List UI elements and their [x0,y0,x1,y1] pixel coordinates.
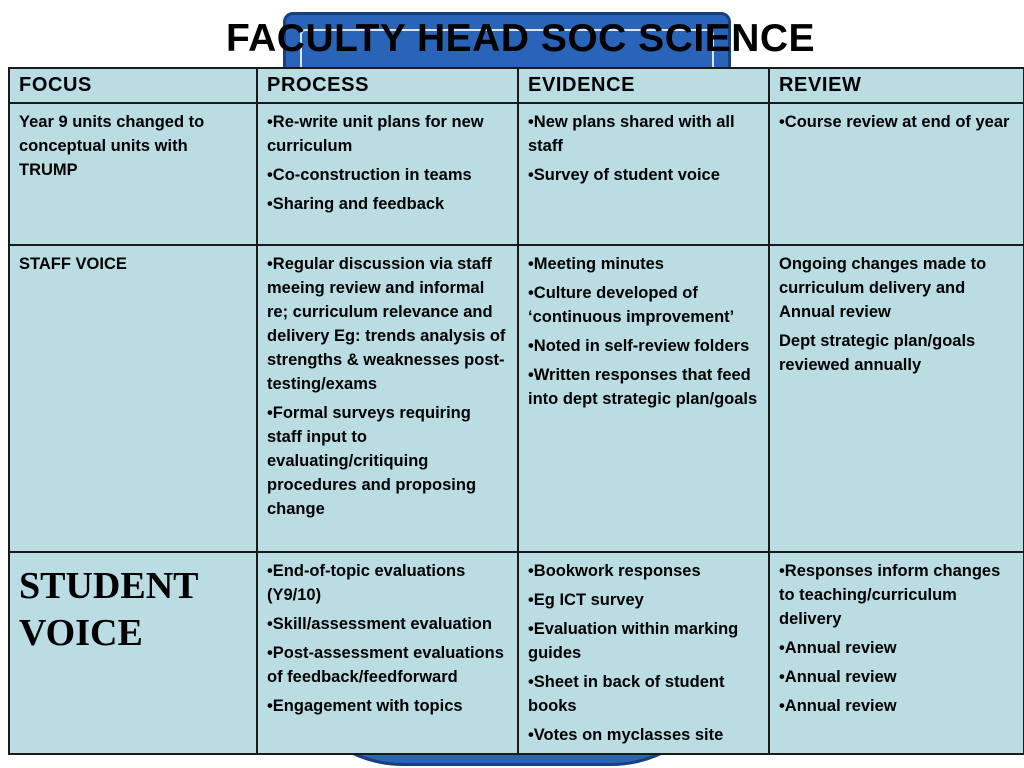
header-focus: FOCUS [9,68,257,103]
list-item: Ongoing changes made to curriculum delivery and Annual review [779,255,987,321]
list-item: •Re-write unit plans for new curriculum [267,113,484,155]
list-item: •Skill/assessment evaluation [267,615,492,633]
process-cell [257,245,518,552]
header-process: PROCESS [257,68,518,103]
table-row [9,103,1024,245]
list-item: •Engagement with topics [267,697,463,715]
list-item: •Evaluation within marking guides [528,620,739,662]
process-cell [257,552,518,754]
list-item: •New plans shared with all staff [528,113,735,155]
list-item: Dept strategic plan/goals reviewed annually [779,332,976,374]
review-cell [769,552,1024,754]
list-item: •Post-assessment evaluations of feedback/feedforward [267,644,504,686]
table-header-row [9,68,1024,103]
list-item: •Votes on myclasses site [528,726,724,744]
review-cell [769,103,1024,245]
focus-cell [9,552,257,754]
focus-text: STUDENT VOICE [19,565,198,654]
list-item: •Formal surveys requiring staff input to evaluating/critiquing procedures and proposing change [267,404,477,518]
focus-text: Year 9 units changed to conceptual units with TRUMP [19,113,205,179]
list-item: •Bookwork responses [528,562,701,580]
list-item: •Meeting minutes [528,255,664,273]
list-item: •Eg ICT survey [528,591,644,609]
list-item: •Sheet in back of student books [528,673,725,715]
list-item: •Responses inform changes to teaching/curriculum delivery [779,562,1001,628]
faculty-table [8,67,1024,755]
list-item: •Course review at end of year [779,113,1010,131]
list-item: •Written responses that feed into dept strategic plan/goals [528,366,758,408]
table-row [9,552,1024,754]
process-cell [257,103,518,245]
list-item: •Annual review [779,639,897,657]
focus-cell [9,245,257,552]
header-evidence: EVIDENCE [518,68,769,103]
list-item: •Annual review [779,668,897,686]
table-row [9,245,1024,552]
header-review: REVIEW [769,68,1024,103]
list-item: •Culture developed of ‘continuous improvement’ [528,284,735,326]
slide-title: FACULTY HEAD SOC SCIENCE [225,17,816,60]
evidence-cell [518,103,769,245]
list-item: •End-of-topic evaluations (Y9/10) [267,562,466,604]
list-item: •Noted in self-review folders [528,337,750,355]
list-item: •Sharing and feedback [267,195,445,213]
evidence-cell [518,552,769,754]
list-item: •Annual review [779,697,897,715]
focus-cell [9,103,257,245]
list-item: •Survey of student voice [528,166,720,184]
review-cell [769,245,1024,552]
focus-text: STAFF VOICE [19,255,127,273]
list-item: •Co-construction in teams [267,166,472,184]
evidence-cell [518,245,769,552]
list-item: •Regular discussion via staff meeing review and informal re; curriculum relevance and delivery Eg: trends analysis of strengths & weaknesses post-testing/exams [267,255,506,393]
